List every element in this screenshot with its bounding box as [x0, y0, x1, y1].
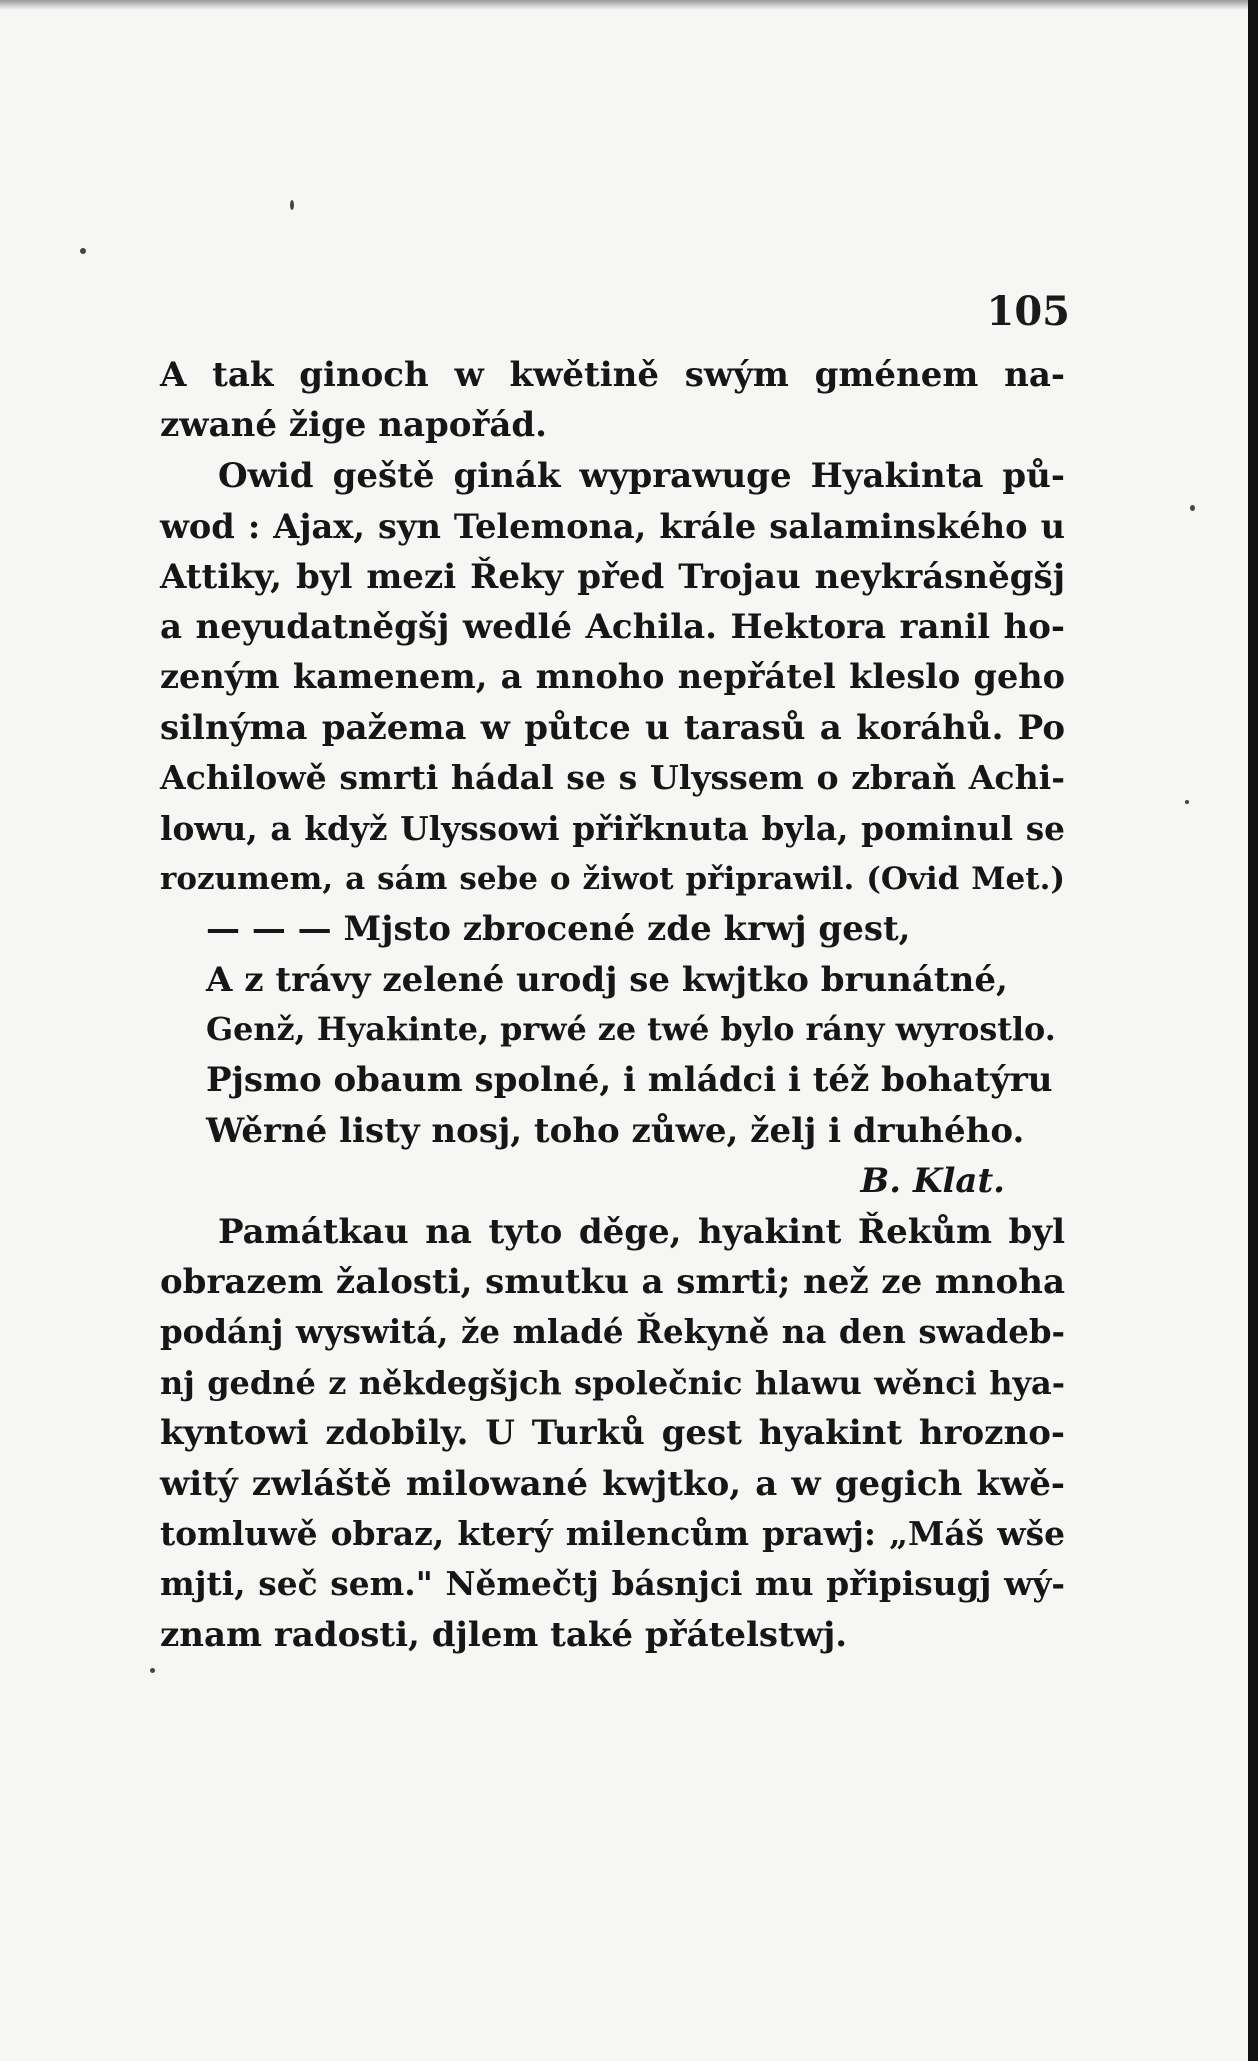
ink-speck [1185, 800, 1189, 804]
poem-line: — — — Mjsto zbrocené zde krwj gest, [206, 909, 911, 950]
text-line: kyntowi zdobily. U Turků gest hyakint hrozno- [160, 1413, 1065, 1454]
text-line: Attiky, byl mezi Řeky před Trojau neykrásněgšj [160, 556, 1065, 597]
text-line: Památkau na tyto děge, hyakint Řekům byl [218, 1211, 1065, 1252]
text-line: wod : Ajax, syn Telemona, krále salaminského u [160, 506, 1065, 547]
poem-line: Pjsmo obaum spolné, i mládci i též bohatýru [206, 1060, 1053, 1101]
ink-speck [290, 200, 294, 210]
text-line: obrazem žalosti, smutku a smrti; než ze mnoha [160, 1262, 1065, 1303]
ink-speck [80, 248, 86, 254]
poem-line: Wěrné listy nosj, toho zůwe, želj i druhého. [206, 1110, 1025, 1151]
text-line: nj gedné z někdegšjch společnic hlawu wěnci hya- [160, 1363, 1065, 1402]
text-line: Achilowě smrti hádal se s Ulyssem o zbraň Achi- [160, 758, 1065, 798]
poem-signature: B. Klat. [860, 1161, 1005, 1202]
ink-speck [1190, 505, 1195, 511]
text-line: a neyudatněgšj wedlé Achila. Hektora ranil ho- [160, 606, 1065, 647]
text-line: rozumem, a sám sebe o žiwot připrawil. (Ovid Met.) [160, 860, 1065, 897]
text-line: witý zwláště milowané kwjtko, a w gegich kwě- [160, 1463, 1065, 1504]
text-line: silnýma pažema w půtce u tarasů a koráhů. Po [160, 707, 1065, 748]
page-top-edge [0, 0, 1258, 10]
text-line: zeným kamenem, a mnoho nepřátel kleslo geho [160, 657, 1065, 697]
text-line: Owid geště ginák wyprawuge Hyakinta pů- [218, 455, 1065, 496]
text-line: znam radosti, djlem také přátelstwj. [160, 1614, 848, 1655]
poem-line: Genž, Hyakinte, prwé ze twé bylo rány wyrostlo. [206, 1011, 1056, 1049]
text-line: zwané žige napořád. [160, 405, 548, 446]
page-text [160, 350, 1065, 1660]
text-line: mjti, seč sem." Němečtj básnjci mu připisugj wý- [160, 1564, 1065, 1604]
page-number: 105 [986, 288, 1070, 335]
poem-line: A z trávy zelené urodj se kwjtko brunátné, [206, 959, 1008, 1000]
text-line: tomluwě obraz, který milencům prawj: „Máš wše [160, 1513, 1065, 1553]
page-right-edge [1248, 0, 1258, 2061]
text-line: A tak ginoch w kwětině swým gménem na- [160, 355, 1065, 395]
text-line: podánj wyswitá, že mladé Řekyně na den swadeb- [160, 1313, 1065, 1352]
text-line: lowu, a když Ulyssowi přiřknuta byla, pominul se [160, 808, 1065, 848]
ink-speck [150, 1668, 155, 1673]
